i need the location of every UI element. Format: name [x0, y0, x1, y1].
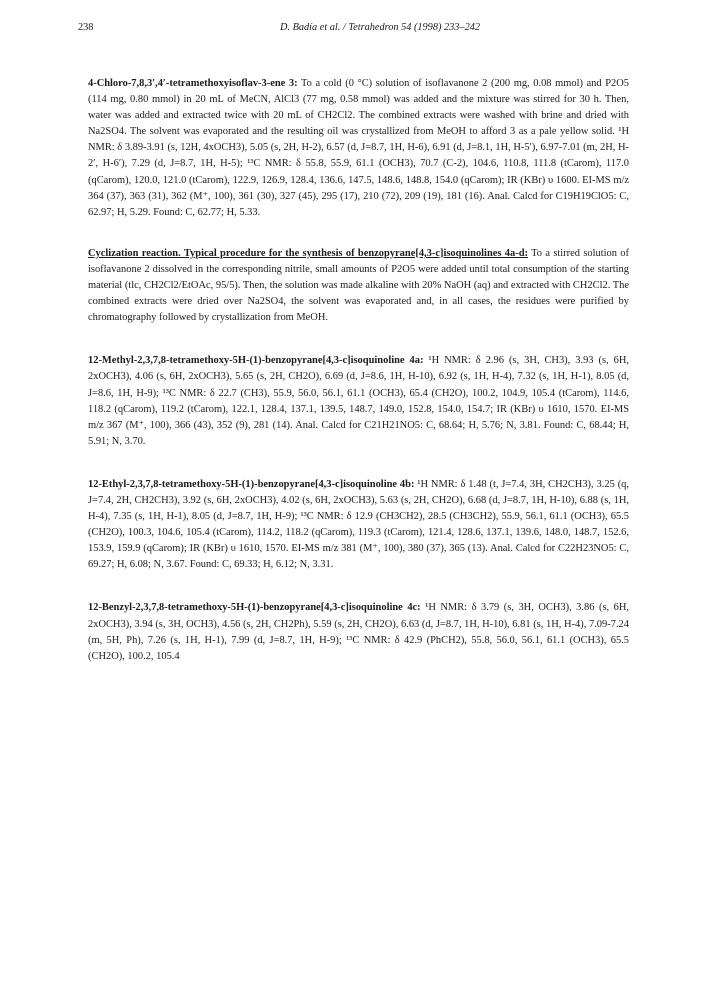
running-header — [78, 22, 644, 38]
compound-4c-text: ¹H NMR: δ 3.79 (s, 3H, OCH3), 3.86 (s, 6H, 2xOCH3), 3.94 (s, 3H, OCH3), 4.56 (s, 2H, CH2Ph), 5.59 (s, 2H, CH2O), 6.63 (d, J=8.7, 1H, H-10), 6.81 (s, 1H, H-4), 7.09-7.24 (m, 5H, Ph), 7.26 (s, 1H, H-1), 7.99 (d, J=8.7, 1H, H-9); ¹³C NMR: δ 42.9 (PhCH2), 55.8, 56.0, 56.1, 61.1 (OCH3), 65.5 (CH2O), 100.2, 105.4 — [88, 602, 629, 662]
journal-citation: D. Badía et al. / Tetrahedron 54 (1998) 233–242 — [280, 22, 481, 33]
compound-4a-paragraph — [88, 353, 629, 450]
compound-4a-title: 12-Methyl-2,3,7,8-tetramethoxy-5H-(1)-benzopyrane[4,3-c]isoquinoline 4a: — [88, 355, 424, 367]
cyclization-procedure-title: Cyclization reaction. Typical procedure for the synthesis of benzopyrane[4,3-c]isoquinolines 4a-d: — [88, 247, 528, 259]
cyclization-procedure-text: To a stirred solution of isoflavanone 2 dissolved in the corresponding nitrile, small amounts of P2O5 were added until total consumption of the starting material (tlc, CH2Cl2/EtOAc, 95/5). Then, the solution was made alkaline with 20% NaOH (aq) and extracted with CH2Cl2. The combined extracts were dried over Na2SO4, the solvent was evaporated and, in all cases, the residues were purified by chromatography followed by crystallization from MeOH. — [88, 247, 629, 324]
experimental-section — [88, 76, 629, 692]
compound-3-text: To a cold (0 °C) solution of isoflavanone 2 (200 mg, 0.08 mmol) and P2O5 (114 mg, 0.80 mmol) in 20 mL of MeCN, AlCl3 (77 mg, 0.58 mmol) was added and the mixture was stirred for 30 h. Then, water was added and extracted twice with 20 mL of CH2Cl2. The combined extracts were washed with brine and dried with Na2SO4. The solvent was evaporated and the resulting oil was crystallized from MeOH to afford 3 as a pale yellow solid. ¹H NMR: δ 3.89-3.91 (s, 12H, 4xOCH3), 5.05 (s, 2H, H-2), 6.57 (d, J=8.7, 1H, H-6), 6.91 (d, J=8.1, 1H, H-5′), 6.97-7.01 (m, 2H, H-2′, H-6′), 7.29 (d, J=8.7, 1H, H-5); ¹³C NMR: δ 55.8, 55.9, 61.1 (OCH3), 70.7 (C-2), 104.6, 110.8, 111.8 (tCarom), 117.0 (qCarom), 120.0, 121.0 (tCarom), 122.9, 126.9, 128.4, 136.6, 147.5, 148.6, 148.8, 154.0 (qCarom); IR (KBr) υ 1600. EI-MS m/z 364 (37), 363 (31), 362 (M⁺, 100), 361 (30), 327 (45), 295 (17), 210 (72), 209 (19), 181 (16). Anal. Calcd for C19H19ClO5: C, 62.97; H, 5.29. Found: C, 62.77; H, 5.33. — [88, 78, 629, 218]
compound-4b-paragraph — [88, 477, 629, 574]
compound-4c-title: 12-Benzyl-2,3,7,8-tetramethoxy-5H-(1)-benzopyrane[4,3-c]isoquinoline 4c: — [88, 602, 421, 614]
compound-3-title: 4-Chloro-7,8,3′,4′-tetramethoxyisoflav-3-ene 3: — [88, 78, 298, 89]
compound-4a-text: ¹H NMR: δ 2.96 (s, 3H, CH3), 3.93 (s, 6H, 2xOCH3), 4.06 (s, 6H, 2xOCH3), 5.65 (s, 2H, CH2O), 6.69 (d, J=8.6, 1H, H-10), 6.92 (s, 1H, H-4), 7.32 (s, 1H, H-1), 8.05 (d, J=8.6, 1H, H-9); ¹³C NMR: δ 22.7 (CH3), 55.9, 56.0, 56.1, 61.1 (OCH3), 65.4 (CH2O), 100.2, 104.9, 105.4 (tCarom), 114.6, 118.2 (qCarom), 119.2 (tCarom), 122.1, 128.4, 137.1, 139.5, 148.7, 149.0, 152.8, 154.0, 154.7; IR (KBr) υ 1610, 1570. EI-MS m/z 367 (M⁺, 100), 366 (43), 352 (9), 281 (14). Anal. Calcd for C21H21NO5: C, 68.64; H, 5.76; N, 3.81. Found: C, 68.44; H, 5.91; N, 3.70. — [88, 355, 630, 447]
compound-4b-title: 12-Ethyl-2,3,7,8-tetramethoxy-5H-(1)-benzopyrane[4,3-c]isoquinoline 4b: — [88, 478, 415, 490]
cyclization-procedure-paragraph — [88, 246, 629, 326]
compound-4c-paragraph — [88, 600, 629, 664]
compound-4b-text: ¹H NMR: δ 1.48 (t, J=7.4, 3H, CH2CH3), 3.25 (q, J=7.4, 2H, CH2CH3), 3.92 (s, 6H, 2xOCH3), 4.02 (s, 6H, 2xOCH3), 5.63 (s, 2H, CH2O), 6.68 (d, J=8.7, 1H, H-10), 6.88 (s, 1H, H-4), 7.35 (s, 1H, H-1), 8.05 (d, J=8.7, 1H, H-9); ¹³C NMR: δ 12.9 (CH3CH2), 28.5 (CH3CH2), 55.9, 56.1, 61.1 (OCH3), 65.5 (CH2O), 100.3, 104.6, 105.4 (tCarom), 114.2, 118.2 (qCarom), 119.3 (tCarom), 121.4, 128.6, 137.1, 139.6, 148.0, 148.7, 152.6, 153.9, 159.9 (qCarom); IR (KBr) υ 1610, 1570. EI-MS m/z 381 (M⁺, 100), 380 (37), 365 (13). Anal. Calcd for C22H23NO5: C, 69.27; H, 6.08; N, 3.67. Found: C, 69.33; H, 6.12; N, 3.31. — [88, 478, 630, 571]
compound-3-paragraph — [88, 76, 629, 221]
page-number: 238 — [78, 22, 94, 33]
